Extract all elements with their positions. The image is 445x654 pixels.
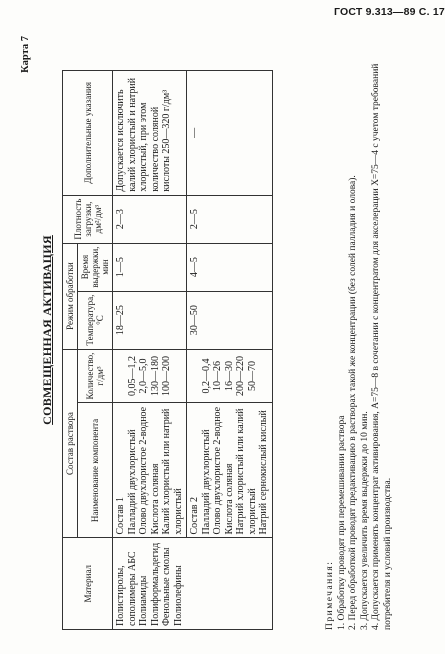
quantity: 10—26	[212, 361, 223, 392]
header-component-name: Наименование компонента	[78, 403, 113, 538]
time-cell: 4—5	[187, 243, 273, 291]
component: Кислота соляная	[223, 463, 235, 535]
standard-number: ГОСТ 9.313—89 С. 17	[334, 6, 445, 18]
materials-cell	[113, 538, 273, 630]
quantity: 200—220	[235, 356, 246, 397]
note-item: 3. Допускается увеличить время выдержки до 10 мин.	[359, 411, 370, 630]
note-item: 4. Допускается применять концентрат активирования, А=75—8 в сочетании с концентратом для акселерации Х=75—4 с учетом требований потребителя и условий производства.	[371, 63, 393, 630]
quantity: 50—70	[246, 361, 258, 392]
page-header	[0, 0, 445, 28]
table-row	[113, 71, 187, 630]
component: Олово двухлористое 2-водное	[138, 406, 149, 535]
component: Олово двухлористое 2-водное	[212, 406, 223, 535]
components-cell	[113, 403, 187, 538]
note-item: 1. Обработку проводят при перемешивании раствора	[336, 415, 347, 630]
quantity	[189, 353, 201, 400]
quantity: 0,2—0,4	[200, 358, 212, 394]
component: Натрий хлористый или калий хлористый	[235, 408, 258, 535]
header-temperature: Температура, °С	[78, 291, 113, 349]
component: Состав 1	[115, 496, 126, 535]
component: Натрий сернокислый кислый	[258, 410, 269, 535]
notes-heading: Примечания:	[325, 560, 335, 630]
quantity	[115, 353, 127, 400]
material-item: Полистиролы, сополимеры АБС	[115, 551, 138, 626]
header-exposure-time: Время выдержки, мин	[78, 243, 113, 291]
material-item: Полиформальдегид	[149, 542, 161, 626]
temperature-cell: 30—50	[187, 291, 273, 349]
note-item: 2. Перед обработкой проводят предактивацию в растворах такой же концентрации (без солей палладия и олова).	[348, 175, 358, 630]
header-quantity: Количество, г/дм³	[78, 349, 113, 403]
card-label: Карта 7	[20, 36, 31, 73]
footnotes	[325, 30, 394, 630]
header-notes: Дополнительные указания	[63, 71, 113, 196]
header-solution-composition: Состав раствора	[63, 349, 78, 538]
temperature-cell: 18—25	[113, 291, 187, 349]
quantity: 16—30	[223, 361, 235, 392]
quantity: 2,0—5,0	[138, 358, 149, 394]
rotated-page-content	[20, 30, 415, 630]
notes-cell: Допускается исключить калий хлористый и натрий хлористый, при этом количество соляной кислоты 250—320 г/дм³	[113, 71, 187, 196]
component: Палладий двухлористый	[126, 429, 138, 535]
component: Состав 2	[189, 496, 200, 535]
header-loading-density: Плотность загрузки, дм²/дм³	[63, 195, 113, 243]
quantities-cell	[187, 349, 273, 403]
component: Кислота соляная	[149, 463, 161, 535]
activation-table	[62, 70, 273, 630]
card-title-text: СОВМЕЩЕННАЯ АКТИВАЦИЯ	[40, 235, 54, 425]
component: Палладий двухлористый	[200, 429, 212, 535]
density-cell: 2—3	[113, 195, 187, 243]
header-material: Материал	[63, 538, 113, 630]
component: Калий хлористый или натрий хлористый	[161, 408, 184, 535]
material-item: Полиолефины	[172, 565, 184, 626]
material-item: Фенольные смолы	[161, 547, 172, 626]
quantities-cell	[113, 349, 187, 403]
card-title	[40, 30, 55, 630]
quantity: 100—200	[161, 356, 172, 397]
density-cell: 2—5	[187, 195, 273, 243]
material-item: Полиамиды	[138, 575, 149, 626]
time-cell: 1—5	[113, 243, 187, 291]
quantity: 130—180	[149, 356, 161, 397]
header-processing-mode: Режим обработки	[63, 243, 78, 349]
quantity: 0,05—1,2	[126, 356, 138, 397]
components-cell	[187, 403, 273, 538]
notes-cell: —	[187, 71, 273, 196]
